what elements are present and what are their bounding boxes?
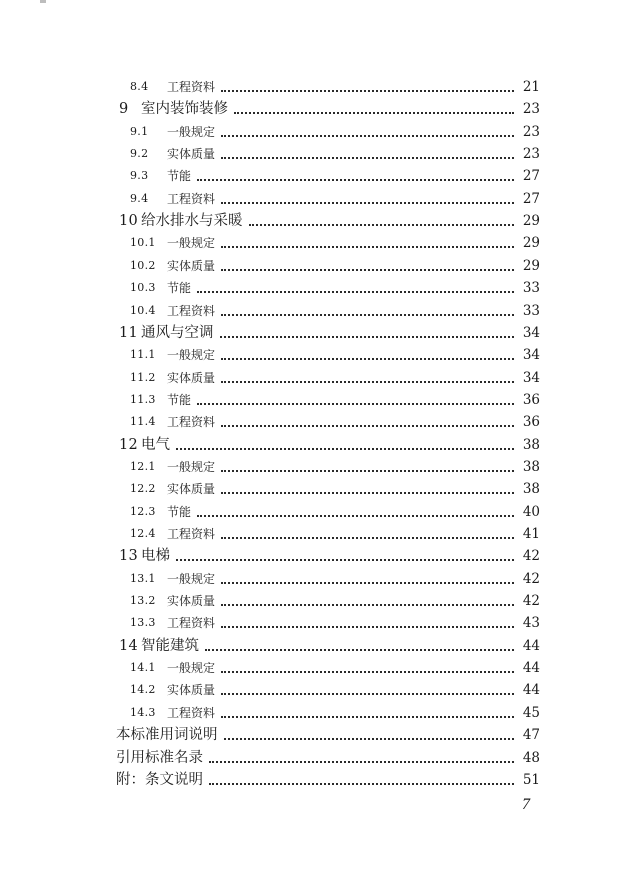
toc-entry-title: 节能	[167, 281, 192, 296]
dot-leader	[221, 537, 514, 539]
toc-entry	[130, 344, 540, 366]
dot-leader	[221, 157, 514, 159]
page-number: 7	[522, 796, 530, 813]
toc-entry-title: 节能	[167, 392, 192, 407]
toc-entry-page: 42	[522, 593, 540, 610]
toc-entry-page: 33	[522, 280, 540, 297]
dot-leader	[176, 559, 514, 561]
toc-entry-title: 实体质量	[167, 482, 216, 497]
toc-entry-title: 一般规定	[167, 236, 216, 251]
toc-entry-title: 工程资料	[167, 616, 216, 631]
toc-entry	[116, 724, 540, 746]
toc-entry	[130, 188, 540, 210]
toc-entry-number: 9	[119, 101, 129, 118]
dot-leader	[221, 671, 514, 673]
toc-entry	[119, 434, 540, 456]
toc-entry-title: 电气	[141, 436, 170, 453]
dot-leader	[176, 448, 514, 450]
toc-entry-page: 40	[522, 503, 540, 520]
toc-entry-title: 附：条文说明	[116, 771, 203, 788]
toc-entry-number: 10	[119, 213, 139, 230]
toc-entry-title: 工程资料	[167, 191, 216, 206]
dot-leader	[221, 358, 514, 360]
toc-entry-page: 41	[522, 526, 540, 542]
toc-entry	[130, 501, 540, 523]
toc-entry	[119, 635, 540, 657]
toc-entry	[130, 300, 540, 322]
dot-leader	[224, 738, 515, 740]
dot-leader	[221, 582, 514, 584]
toc-entry	[130, 590, 540, 612]
toc-entry-page: 33	[522, 302, 540, 319]
toc-entry-number: 9.4	[130, 191, 149, 205]
toc-entry-page: 29	[522, 235, 540, 252]
toc-entry	[119, 322, 540, 344]
dot-leader	[221, 492, 514, 494]
toc-entry-title: 实体质量	[167, 594, 216, 609]
toc-entry-page: 23	[522, 123, 540, 140]
dot-leader	[221, 269, 514, 271]
toc-entry-page: 38	[522, 481, 540, 498]
toc-entry	[119, 210, 540, 232]
toc-entry-number: 10.4	[130, 303, 156, 317]
toc-entry-number: 13.3	[130, 616, 156, 630]
dot-leader	[249, 224, 515, 226]
toc-entry-page: 38	[522, 458, 540, 475]
toc-entry-number: 12.2	[130, 482, 156, 496]
dot-leader	[221, 135, 514, 137]
toc-entry-number: 11.1	[130, 348, 156, 362]
dot-leader	[221, 314, 514, 316]
toc-entry-number: 10.1	[130, 236, 156, 250]
dot-leader	[221, 381, 514, 383]
toc-entry-number: 10.3	[130, 281, 156, 295]
toc-entry-page: 34	[522, 324, 540, 341]
toc-entry-page: 48	[522, 749, 540, 766]
toc-entry-number: 11.4	[130, 415, 156, 429]
toc-entry-number: 14.2	[130, 683, 156, 697]
toc-entry-title: 工程资料	[167, 415, 216, 430]
toc-entry	[130, 143, 540, 165]
toc-entry-number: 13.1	[130, 571, 156, 585]
toc-entry-title: 一般规定	[167, 124, 216, 139]
toc-entry	[116, 769, 540, 791]
toc-entry-page: 42	[522, 548, 540, 565]
dot-leader	[221, 470, 514, 472]
dot-leader	[209, 783, 514, 785]
toc-entry-page: 23	[522, 146, 540, 163]
toc-entry	[130, 232, 540, 254]
toc-entry-title: 通风与空调	[141, 324, 214, 341]
toc-entry-title: 一般规定	[167, 459, 216, 474]
dot-leader	[221, 626, 514, 628]
toc-entry-number: 14.3	[130, 705, 156, 719]
toc-entry-number: 12	[119, 436, 139, 453]
toc-entry	[130, 456, 540, 478]
toc-entry-page: 38	[522, 436, 540, 453]
dot-leader	[234, 112, 514, 114]
toc-entry-title: 智能建筑	[141, 637, 199, 654]
toc-entry-title: 实体质量	[167, 370, 216, 385]
dot-leader	[220, 336, 515, 338]
toc-entry	[119, 545, 540, 567]
dot-leader	[197, 515, 514, 517]
toc-entry-page: 23	[522, 101, 540, 118]
toc-entry-page: 21	[522, 79, 540, 95]
toc-entry-title: 电梯	[141, 548, 170, 565]
toc-entry-title: 工程资料	[167, 527, 216, 541]
toc-entry-page: 29	[522, 213, 540, 230]
dot-leader	[221, 693, 514, 695]
dot-leader	[221, 246, 514, 248]
toc-entry-page: 45	[522, 704, 540, 721]
toc-entry	[130, 277, 540, 299]
dot-leader	[221, 604, 514, 606]
toc-entry-page: 34	[522, 347, 540, 364]
dot-leader	[221, 202, 514, 204]
toc-entry-number: 13.2	[130, 594, 156, 608]
toc-entry-number: 12.3	[130, 504, 156, 518]
toc-entry	[130, 165, 540, 187]
toc-entry	[130, 702, 540, 724]
dot-leader	[197, 179, 514, 181]
toc-entry-title: 一般规定	[167, 661, 216, 676]
toc-entry	[116, 747, 540, 769]
dot-leader	[205, 649, 514, 651]
toc-entry	[130, 568, 540, 590]
scan-mark	[40, 0, 46, 3]
toc-entry-page: 36	[522, 414, 540, 431]
toc-entry-title: 工程资料	[167, 705, 216, 720]
toc-entry-title: 节能	[167, 504, 192, 519]
toc-entry-title: 工程资料	[167, 303, 216, 318]
toc-entry	[130, 76, 540, 98]
toc-entry-page: 47	[522, 727, 540, 744]
toc-entry	[130, 121, 540, 143]
toc-entry-number: 14	[119, 637, 139, 654]
toc-entry-page: 44	[522, 660, 540, 677]
toc-entry	[130, 411, 540, 433]
toc-entry-page: 44	[522, 637, 540, 654]
toc-entry-title: 实体质量	[167, 258, 216, 273]
toc-entry-title: 工程资料	[167, 80, 216, 94]
toc-entry	[130, 679, 540, 701]
toc-entry-number: 9.3	[130, 169, 149, 183]
toc-entry-page: 44	[522, 682, 540, 699]
toc-entry-title: 给水排水与采暖	[141, 213, 243, 230]
dot-leader	[221, 425, 514, 427]
toc-entry-title: 本标准用词说明	[116, 727, 218, 744]
toc-entry-title: 实体质量	[167, 147, 216, 162]
toc-entry	[130, 478, 540, 500]
toc-entry	[119, 98, 540, 120]
toc-entry-title: 室内装饰装修	[141, 101, 228, 118]
toc-entry-page: 29	[522, 257, 540, 274]
dot-leader	[197, 291, 514, 293]
toc-entry-number: 9.2	[130, 147, 149, 161]
toc-entry-title: 一般规定	[167, 348, 216, 363]
toc-entry-title: 节能	[167, 169, 192, 184]
toc-entry-number: 8.4	[130, 80, 149, 93]
toc-entry-number: 9.1	[130, 124, 149, 138]
toc-entry-page: 27	[522, 168, 540, 185]
dot-leader	[221, 90, 514, 92]
toc-entry-number: 11.2	[130, 370, 156, 384]
toc-entry-page: 42	[522, 570, 540, 587]
toc-entry-page: 27	[522, 190, 540, 207]
dot-leader	[221, 716, 514, 718]
toc-entry-title: 引用标准名录	[116, 749, 203, 766]
toc-entry-number: 13	[119, 548, 139, 565]
toc-entry-number: 11.3	[130, 392, 156, 406]
toc-entry	[130, 367, 540, 389]
toc-entry-page: 34	[522, 369, 540, 386]
toc-entry-number: 11	[119, 324, 139, 341]
toc-entry-title: 实体质量	[167, 683, 216, 698]
dot-leader	[209, 761, 514, 763]
toc-entry	[130, 612, 540, 634]
toc-entry	[130, 523, 540, 545]
toc-entry	[130, 657, 540, 679]
toc-entry-number: 10.2	[130, 258, 156, 272]
toc-entry-page: 51	[522, 771, 540, 788]
toc-entry-number: 14.1	[130, 661, 156, 675]
toc-entry-number: 12.1	[130, 459, 156, 473]
toc-entry	[130, 255, 540, 277]
toc-entry	[130, 389, 540, 411]
toc-entry-number: 12.4	[130, 527, 156, 540]
toc-entry-title: 一般规定	[167, 571, 216, 586]
toc-entry-page: 36	[522, 391, 540, 408]
toc-entry-page: 43	[522, 615, 540, 632]
dot-leader	[197, 403, 514, 405]
